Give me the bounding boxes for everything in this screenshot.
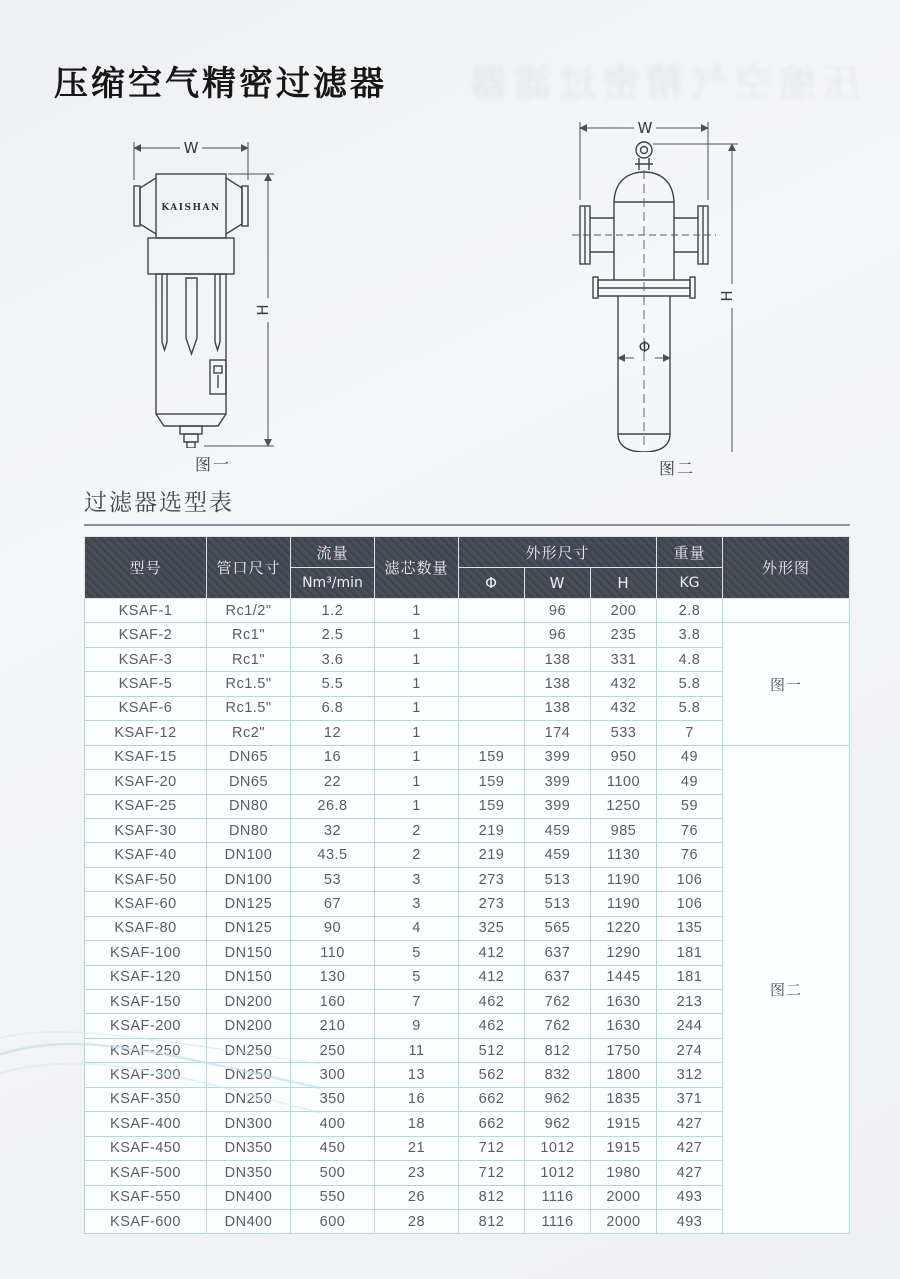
port-cell: DN250 [207, 1063, 291, 1087]
col-header-dimensions: 外形尺寸 [459, 537, 657, 568]
qty-cell: 1 [375, 647, 459, 671]
filter-drawing-fig1 [98, 128, 328, 448]
port-cell: DN125 [207, 916, 291, 940]
qty-cell: 3 [375, 892, 459, 916]
port-cell: DN350 [207, 1136, 291, 1160]
h-cell: 1915 [591, 1112, 657, 1136]
section-divider [84, 524, 850, 526]
phi-cell [459, 672, 525, 696]
flow-cell: 110 [291, 941, 375, 965]
outline-figure-cell [723, 599, 850, 623]
flow-cell: 2.5 [291, 623, 375, 647]
h-cell: 1980 [591, 1161, 657, 1185]
table-row [85, 623, 850, 647]
col-header-outline: 外形图 [723, 537, 850, 599]
qty-cell: 28 [375, 1209, 459, 1233]
w-cell: 399 [525, 745, 591, 769]
kg-cell: 427 [657, 1136, 723, 1160]
outline-figure-cell: 图一 [723, 623, 850, 745]
kg-cell: 181 [657, 965, 723, 989]
phi-cell: 325 [459, 916, 525, 940]
model-cell: KSAF-40 [85, 843, 207, 867]
kg-cell: 49 [657, 745, 723, 769]
fig2-h-label: H [718, 290, 736, 302]
h-cell: 1915 [591, 1136, 657, 1160]
phi-cell: 219 [459, 843, 525, 867]
col-header-phi: Φ [459, 568, 525, 599]
kg-cell: 493 [657, 1209, 723, 1233]
w-cell: 812 [525, 1038, 591, 1062]
flow-cell: 600 [291, 1209, 375, 1233]
phi-cell: 512 [459, 1038, 525, 1062]
col-header-weight: 重量 [657, 537, 723, 568]
model-cell: KSAF-100 [85, 941, 207, 965]
w-cell: 1012 [525, 1161, 591, 1185]
model-cell: KSAF-1 [85, 599, 207, 623]
h-cell: 2000 [591, 1209, 657, 1233]
h-cell: 432 [591, 696, 657, 720]
kg-cell: 2.8 [657, 599, 723, 623]
port-cell: DN150 [207, 941, 291, 965]
flow-cell: 350 [291, 1087, 375, 1111]
table-body [85, 599, 850, 1234]
w-cell: 637 [525, 965, 591, 989]
h-cell: 1445 [591, 965, 657, 989]
kg-cell: 5.8 [657, 696, 723, 720]
filter-drawing-fig2 [552, 112, 802, 452]
flow-cell: 12 [291, 721, 375, 745]
port-cell: DN150 [207, 965, 291, 989]
qty-cell: 1 [375, 599, 459, 623]
model-cell: KSAF-450 [85, 1136, 207, 1160]
model-cell: KSAF-600 [85, 1209, 207, 1233]
phi-cell [459, 599, 525, 623]
kg-cell: 49 [657, 770, 723, 794]
qty-cell: 1 [375, 794, 459, 818]
qty-cell: 2 [375, 818, 459, 842]
port-cell: DN200 [207, 990, 291, 1014]
col-header-qty: 滤芯数量 [375, 537, 459, 599]
qty-cell: 1 [375, 770, 459, 794]
flow-cell: 26.8 [291, 794, 375, 818]
flow-cell: 500 [291, 1161, 375, 1185]
phi-cell: 562 [459, 1063, 525, 1087]
phi-cell: 219 [459, 818, 525, 842]
w-cell: 513 [525, 867, 591, 891]
col-header-flow: 流量 [291, 537, 375, 568]
h-cell: 331 [591, 647, 657, 671]
w-cell: 565 [525, 916, 591, 940]
phi-cell: 712 [459, 1161, 525, 1185]
kg-cell: 59 [657, 794, 723, 818]
brand-label: KAISHAN [161, 203, 221, 213]
phi-cell [459, 647, 525, 671]
h-cell: 1220 [591, 916, 657, 940]
kg-cell: 312 [657, 1063, 723, 1087]
model-cell: KSAF-15 [85, 745, 207, 769]
figure-1-caption: 图一 [194, 455, 231, 474]
flow-cell: 53 [291, 867, 375, 891]
phi-cell: 462 [459, 1014, 525, 1038]
filter-body-outline [134, 174, 248, 448]
h-cell: 200 [591, 599, 657, 623]
w-cell: 174 [525, 721, 591, 745]
phi-cell: 662 [459, 1087, 525, 1111]
h-cell: 1100 [591, 770, 657, 794]
model-cell: KSAF-20 [85, 770, 207, 794]
w-cell: 962 [525, 1112, 591, 1136]
qty-cell: 1 [375, 623, 459, 647]
h-cell: 1190 [591, 867, 657, 891]
flow-cell: 6.8 [291, 696, 375, 720]
port-cell: DN65 [207, 745, 291, 769]
w-cell: 637 [525, 941, 591, 965]
w-cell: 962 [525, 1087, 591, 1111]
kg-cell: 371 [657, 1087, 723, 1111]
model-cell: KSAF-400 [85, 1112, 207, 1136]
port-cell: DN80 [207, 818, 291, 842]
qty-cell: 7 [375, 990, 459, 1014]
flow-cell: 16 [291, 745, 375, 769]
w-cell: 96 [525, 623, 591, 647]
phi-cell: 159 [459, 770, 525, 794]
kg-cell: 7 [657, 721, 723, 745]
centerlines [572, 170, 716, 448]
phi-cell: 662 [459, 1112, 525, 1136]
flow-cell: 67 [291, 892, 375, 916]
w-cell: 1012 [525, 1136, 591, 1160]
model-cell: KSAF-120 [85, 965, 207, 989]
phi-cell [459, 696, 525, 720]
port-cell: DN400 [207, 1185, 291, 1209]
port-cell: DN300 [207, 1112, 291, 1136]
model-cell: KSAF-5 [85, 672, 207, 696]
w-cell: 138 [525, 696, 591, 720]
port-cell: DN100 [207, 843, 291, 867]
flow-cell: 160 [291, 990, 375, 1014]
w-cell: 138 [525, 672, 591, 696]
kg-cell: 427 [657, 1161, 723, 1185]
kg-cell: 274 [657, 1038, 723, 1062]
qty-cell: 13 [375, 1063, 459, 1087]
col-header-model: 型号 [85, 537, 207, 599]
h-cell: 1630 [591, 1014, 657, 1038]
port-cell: Rc1.5" [207, 696, 291, 720]
kg-cell: 5.8 [657, 672, 723, 696]
flow-cell: 550 [291, 1185, 375, 1209]
phi-cell: 273 [459, 892, 525, 916]
port-cell: Rc1/2" [207, 599, 291, 623]
w-cell: 459 [525, 843, 591, 867]
w-cell: 762 [525, 1014, 591, 1038]
w-cell: 832 [525, 1063, 591, 1087]
w-cell: 762 [525, 990, 591, 1014]
qty-cell: 1 [375, 672, 459, 696]
model-cell: KSAF-300 [85, 1063, 207, 1087]
model-cell: KSAF-25 [85, 794, 207, 818]
fig2-phi-label: Φ [638, 338, 651, 356]
kg-cell: 4.8 [657, 647, 723, 671]
h-cell: 1290 [591, 941, 657, 965]
col-header-flow-unit: Nm³/min [291, 568, 375, 599]
model-cell: KSAF-12 [85, 721, 207, 745]
port-cell: Rc2" [207, 721, 291, 745]
flow-cell: 1.2 [291, 599, 375, 623]
h-cell: 950 [591, 745, 657, 769]
w-cell: 399 [525, 770, 591, 794]
kg-cell: 76 [657, 843, 723, 867]
flow-cell: 400 [291, 1112, 375, 1136]
qty-cell: 2 [375, 843, 459, 867]
model-cell: KSAF-30 [85, 818, 207, 842]
flow-cell: 300 [291, 1063, 375, 1087]
port-cell: DN125 [207, 892, 291, 916]
kg-cell: 244 [657, 1014, 723, 1038]
qty-cell: 21 [375, 1136, 459, 1160]
port-cell: Rc1.5" [207, 672, 291, 696]
phi-cell: 159 [459, 794, 525, 818]
figure-1 [98, 128, 328, 475]
model-cell: KSAF-250 [85, 1038, 207, 1062]
h-cell: 1630 [591, 990, 657, 1014]
qty-cell: 5 [375, 941, 459, 965]
h-cell: 1250 [591, 794, 657, 818]
section-title: 过滤器选型表 [84, 490, 234, 516]
port-cell: DN350 [207, 1161, 291, 1185]
h-cell: 533 [591, 721, 657, 745]
qty-cell: 11 [375, 1038, 459, 1062]
qty-cell: 16 [375, 1087, 459, 1111]
phi-cell [459, 721, 525, 745]
kg-cell: 106 [657, 892, 723, 916]
qty-cell: 1 [375, 696, 459, 720]
phi-cell: 412 [459, 965, 525, 989]
flow-cell: 32 [291, 818, 375, 842]
qty-cell: 1 [375, 721, 459, 745]
qty-cell: 1 [375, 745, 459, 769]
model-cell: KSAF-550 [85, 1185, 207, 1209]
kg-cell: 427 [657, 1112, 723, 1136]
flow-cell: 5.5 [291, 672, 375, 696]
flow-cell: 130 [291, 965, 375, 989]
table-row [85, 745, 850, 769]
kg-cell: 493 [657, 1185, 723, 1209]
h-cell: 1130 [591, 843, 657, 867]
w-cell: 1116 [525, 1185, 591, 1209]
model-cell: KSAF-80 [85, 916, 207, 940]
qty-cell: 3 [375, 867, 459, 891]
port-cell: DN250 [207, 1038, 291, 1062]
model-cell: KSAF-500 [85, 1161, 207, 1185]
model-cell: KSAF-2 [85, 623, 207, 647]
port-cell: DN250 [207, 1087, 291, 1111]
port-cell: DN200 [207, 1014, 291, 1038]
port-cell: DN100 [207, 867, 291, 891]
fig1-w-label: W [183, 139, 199, 157]
flow-cell: 450 [291, 1136, 375, 1160]
flow-cell: 250 [291, 1038, 375, 1062]
model-cell: KSAF-60 [85, 892, 207, 916]
flow-cell: 3.6 [291, 647, 375, 671]
port-cell: Rc1" [207, 623, 291, 647]
h-cell: 2000 [591, 1185, 657, 1209]
phi-cell: 159 [459, 745, 525, 769]
model-cell: KSAF-50 [85, 867, 207, 891]
phi-cell [459, 623, 525, 647]
outline-figure-cell: 图二 [723, 745, 850, 1234]
col-header-h: H [591, 568, 657, 599]
col-header-w: W [525, 568, 591, 599]
qty-cell: 23 [375, 1161, 459, 1185]
model-cell: KSAF-350 [85, 1087, 207, 1111]
w-cell: 1116 [525, 1209, 591, 1233]
table-header [85, 537, 850, 599]
qty-cell: 9 [375, 1014, 459, 1038]
qty-cell: 4 [375, 916, 459, 940]
w-cell: 513 [525, 892, 591, 916]
h-cell: 1750 [591, 1038, 657, 1062]
flow-cell: 90 [291, 916, 375, 940]
fig2-w-label: W [637, 119, 653, 137]
kg-cell: 135 [657, 916, 723, 940]
kg-cell: 76 [657, 818, 723, 842]
filter-selection-table [84, 536, 850, 1234]
h-cell: 1800 [591, 1063, 657, 1087]
kg-cell: 181 [657, 941, 723, 965]
w-cell: 459 [525, 818, 591, 842]
table-row [85, 599, 850, 623]
w-cell: 138 [525, 647, 591, 671]
figure-2-caption: 图二 [658, 459, 695, 478]
flow-cell: 210 [291, 1014, 375, 1038]
kg-cell: 3.8 [657, 623, 723, 647]
port-cell: DN400 [207, 1209, 291, 1233]
page-title: 压缩空气精密过滤器 [54, 64, 387, 104]
h-cell: 985 [591, 818, 657, 842]
fig1-h-label: H [254, 304, 272, 316]
kg-cell: 213 [657, 990, 723, 1014]
phi-cell: 412 [459, 941, 525, 965]
phi-cell: 273 [459, 867, 525, 891]
col-header-port: 管口尺寸 [207, 537, 291, 599]
kg-cell: 106 [657, 867, 723, 891]
model-cell: KSAF-3 [85, 647, 207, 671]
qty-cell: 5 [375, 965, 459, 989]
w-cell: 96 [525, 599, 591, 623]
phi-cell: 812 [459, 1185, 525, 1209]
qty-cell: 18 [375, 1112, 459, 1136]
model-cell: KSAF-6 [85, 696, 207, 720]
qty-cell: 26 [375, 1185, 459, 1209]
port-cell: DN65 [207, 770, 291, 794]
model-cell: KSAF-200 [85, 1014, 207, 1038]
model-cell: KSAF-150 [85, 990, 207, 1014]
phi-cell: 712 [459, 1136, 525, 1160]
port-cell: Rc1" [207, 647, 291, 671]
phi-cell: 812 [459, 1209, 525, 1233]
phi-cell: 462 [459, 990, 525, 1014]
h-cell: 235 [591, 623, 657, 647]
h-cell: 432 [591, 672, 657, 696]
header-row-1 [85, 537, 850, 568]
flow-cell: 43.5 [291, 843, 375, 867]
h-cell: 1835 [591, 1087, 657, 1111]
figure-2 [552, 112, 802, 479]
flow-cell: 22 [291, 770, 375, 794]
showthrough-ghost-text: 压缩空气精密过滤器 [463, 61, 860, 105]
h-cell: 1190 [591, 892, 657, 916]
port-cell: DN80 [207, 794, 291, 818]
col-header-weight-unit: KG [657, 568, 723, 599]
w-cell: 399 [525, 794, 591, 818]
